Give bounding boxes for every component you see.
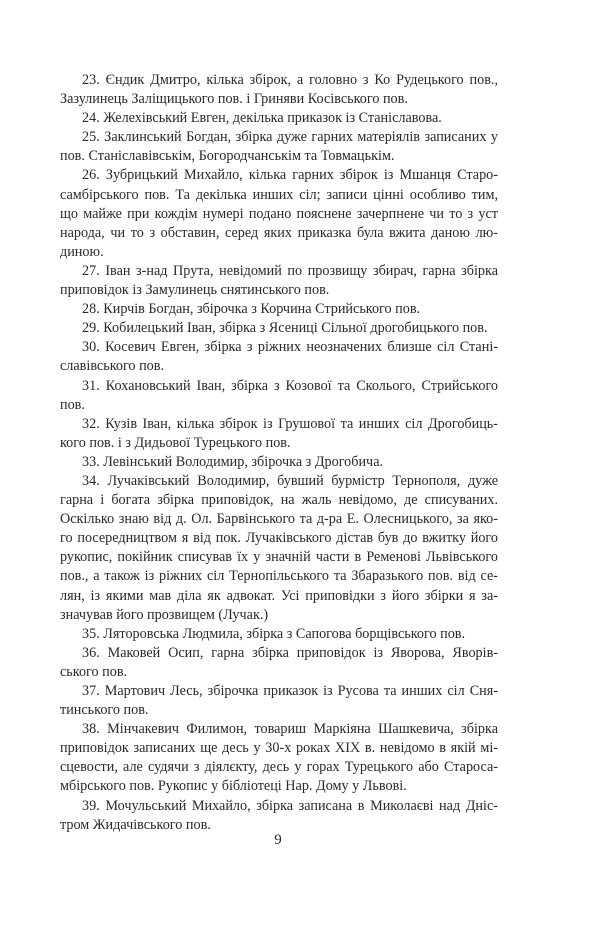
entry-number: 24. (82, 110, 100, 127)
entry-23 (60, 71, 498, 109)
entry-31 (60, 377, 498, 415)
entry-26 (60, 166, 498, 261)
entry-text: Левінський Володимир, збірочка з Дрогобича. (103, 453, 384, 470)
entry-number: 34. (82, 472, 100, 489)
entry-text: Кохановський Іван, збірка з Козової та Сколього, Стрийського пов. (60, 377, 498, 413)
entry-number: 27. (82, 262, 100, 279)
entry-number: 30. (82, 339, 100, 356)
entry-number: 23. (82, 72, 100, 88)
entry-text: Мінчакевич Филимон, товариш Маркіяна Шашкевича, збірка приповідок записаних ще десь у 30-х роках XIX в. невідомо в якій мі-сцевости, але судячи з діялєкту, десь у горах Турецького або Староса-мбірського пов. Рукопис у бібліотеці Нар. Дому у Львові. (60, 721, 498, 795)
entry-text: Кобилецький Іван, збірка з Ясениці Сільної дрогобицького пов. (103, 320, 488, 337)
entry-text: Косевич Евген, збірка з ріжних неозначених близше сіл Стані-славівського пов. (60, 339, 498, 375)
entry-number: 29. (82, 320, 100, 337)
entry-text: Заклинський Богдан, збірка дуже гарних матеріялів записаних у пов. Станіславівськім, Богородчанськім та Товмацькім. (60, 129, 498, 165)
entry-number: 39. (82, 797, 100, 814)
page-number: 9 (274, 832, 282, 848)
entry-38 (60, 720, 498, 796)
entry-text: Ляторовська Людмила, збірка з Сапогова борщівського пов. (103, 625, 466, 642)
entry-text: Мочульський Михайло, збірка записана в Миколаєві над Дніс-тром Жидачівського пов. (60, 797, 498, 833)
entry-28 (60, 300, 498, 319)
entry-25 (60, 128, 498, 166)
entry-number: 33. (82, 453, 100, 470)
entry-29 (60, 319, 498, 338)
entry-30 (60, 338, 498, 376)
entry-33 (60, 453, 498, 472)
entry-text: Кирчів Богдан, збірочка з Корчина Стрийського пов. (103, 301, 421, 318)
entry-35 (60, 625, 498, 644)
entry-36 (60, 644, 498, 682)
entry-number: 32. (82, 415, 100, 432)
entry-number: 25. (82, 129, 100, 146)
entry-39 (60, 797, 498, 835)
entry-number: 38. (82, 721, 100, 738)
entry-text: Зубрицький Михайло, кілька гарних збірок із Мшанця Старо-самбірського пов. Та декілька инших сіл; записи цінні особливо тим, що майже при кождім нумері подано пояснене зачерпнене чи то з уст народа, чи то з обставин, серед яких приказка була вжита даною лю-диною. (60, 167, 498, 260)
entry-text: Мартович Лесь, збірочка приказок із Русова та инших сіл Сня-тинського пов. (60, 683, 498, 719)
entry-34 (60, 472, 498, 625)
entry-37 (60, 682, 498, 720)
entry-number: 31. (82, 377, 100, 394)
entry-number: 35. (82, 625, 100, 642)
entry-number: 28. (82, 301, 100, 318)
entry-number: 36. (82, 644, 100, 661)
entry-24 (60, 109, 498, 128)
entry-text: Желехівський Евген, декілька приказок із Станіславова. (103, 110, 442, 127)
document-body (60, 71, 498, 835)
entry-number: 37. (82, 683, 100, 699)
entry-text: Єндик Дмитро, кілька збірок, а головно з Ко Рудецького пов., Зазулинець Заліщицького пов. і Гриняви Косівського пов. (60, 72, 498, 108)
entry-27 (60, 262, 498, 300)
entry-text: Кузів Іван, кілька збірок із Грушової та инших сіл Дрогобиць-кого пов. і з Дидьової Турецького пов. (60, 415, 499, 451)
entry-text: Лучаківський Володимир, бувший бурмістр Тернополя, дуже гарна і богата збірка приповідок, на жаль невідомо, де списуваних. Оскілько знаю від д. Ол. Барвінського та д-ра Е. Олесницького, за яко-го посередництвом я від пок. Лучаківського дістав був до вжитку його рукопис, покійник списував їх у значній части в Ременові Львівського пов., а також із ріжних сіл Тернопільського та Збаразького пов. від се-лян, із якими мав діла як адвокат. Усі приповідки з його збірки я за-значував його прозвищем (Лучак.) (60, 472, 498, 623)
entry-text: Іван з-над Прута, невідомий по прозвищу збирач, гарна збірка приповідок із Замулинець снятинського пов. (60, 262, 499, 299)
entry-text: Маковей Осип, гарна збірка приповідок із Яворова, Яворів-ського пов. (60, 644, 498, 680)
entry-number: 26. (82, 167, 100, 184)
entry-32 (60, 415, 498, 453)
